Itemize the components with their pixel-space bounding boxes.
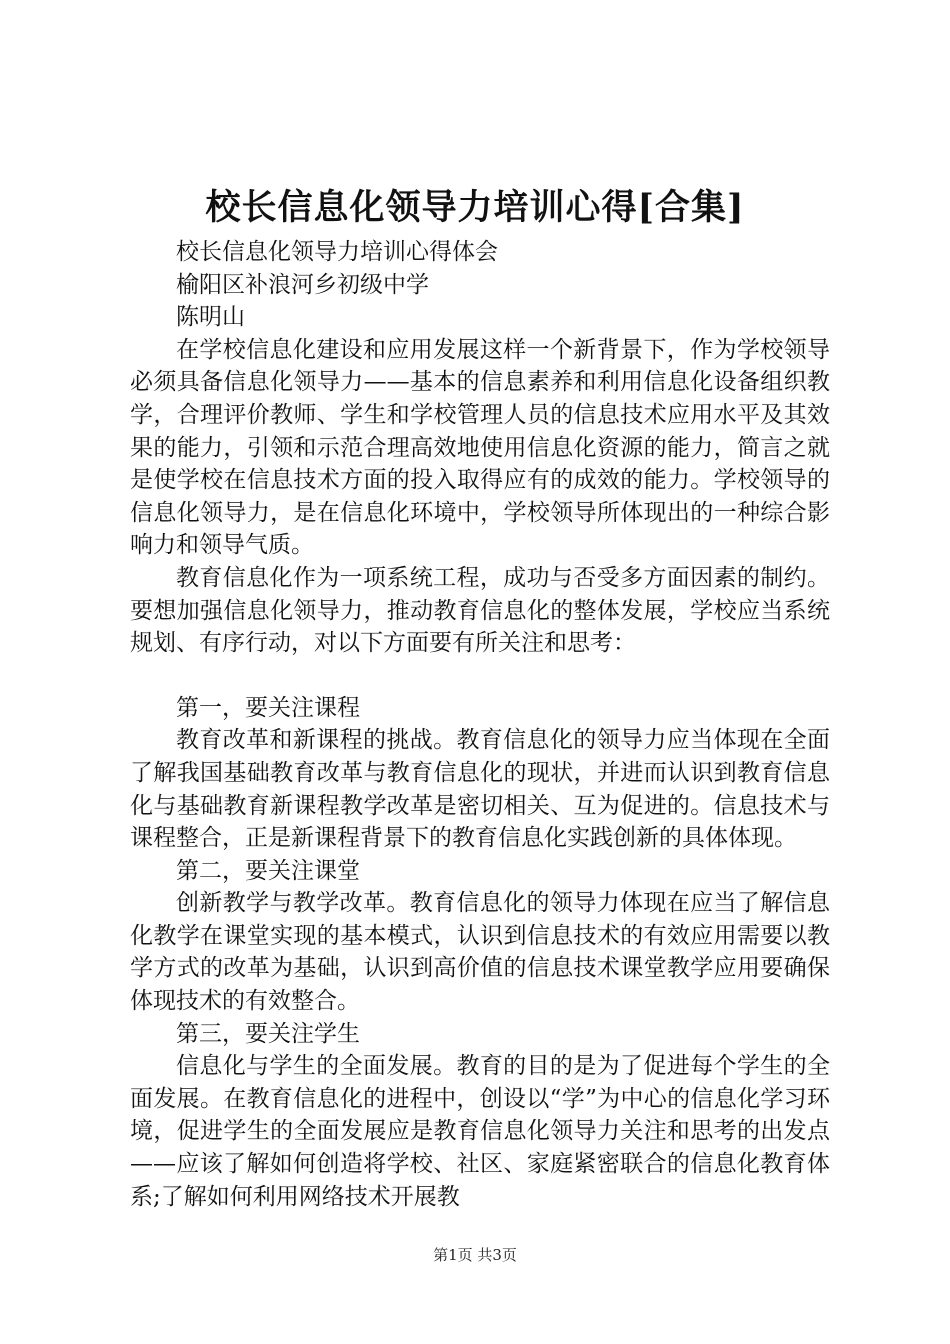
paragraph: 创新教学与教学改革。教育信息化的领导力体现在应当了解信息化教学在课堂实现的基本模式，认识到信息技术的有效应用需要以教学方式的改革为基础，认识到高价值的信息技术课堂教学应用要确保体现技术的有效整合。 <box>130 890 830 1015</box>
author-name: 陈明山 <box>176 304 245 331</box>
document-title: 校长信息化领导力培训心得[合集] <box>205 187 745 228</box>
paragraph: 在学校信息化建设和应用发展这样一个新背景下，作为学校领导必须具备信息化领导力——基本的信息素养和利用信息化设备组织教学，合理评价教师、学生和学校管理人员的信息技术应用水平及其效果的能力，引领和示范合理高效地使用信息化资源的能力，简言之就是使学校在信息技术方面的投入取得应有的成效的能力。学校领导的信息化领导力，是在信息化环境中，学校领导所体现出的一种综合影响力和领导气质。 <box>130 336 830 559</box>
subtitle: 校长信息化领导力培训心得体会 <box>176 239 498 265</box>
paragraph: 教育信息化作为一项系统工程，成功与否受多方面因素的制约。要想加强信息化领导力，推动教育信息化的整体发展，学校应当系统规划、有序行动，对以下方面要有所关注和思考： <box>130 564 830 657</box>
section-heading: 第三，要关注学生 <box>176 1020 360 1047</box>
paragraph: 教育改革和新课程的挑战。教育信息化的领导力应当体现在全面了解我国基础教育改革与教育信息化的现状，并进而认识到教育信息化与基础教育新课程教学改革是密切相关、互为促进的。信息技术与课程整合，正是新课程背景下的教育信息化实践创新的具体体现。 <box>130 727 830 852</box>
page-footer: 第1页 共3页 <box>433 1246 517 1264</box>
document-body <box>130 236 830 1213</box>
section-heading: 第一，要关注课程 <box>176 694 360 721</box>
school-name: 榆阳区补浪河乡初级中学 <box>176 271 429 298</box>
paragraph: 信息化与学生的全面发展。教育的目的是为了促进每个学生的全面发展。在教育信息化的进程中，创设以“学”为中心的信息化学习环境，促进学生的全面发展应是教育信息化领导力关注和思考的出发点——应该了解如何创造将学校、社区、家庭紧密联合的信息化教育体系;了解如何利用网络技术开展教 <box>130 1053 830 1210</box>
section-heading: 第二，要关注课堂 <box>176 857 360 884</box>
blank-line <box>130 660 830 692</box>
